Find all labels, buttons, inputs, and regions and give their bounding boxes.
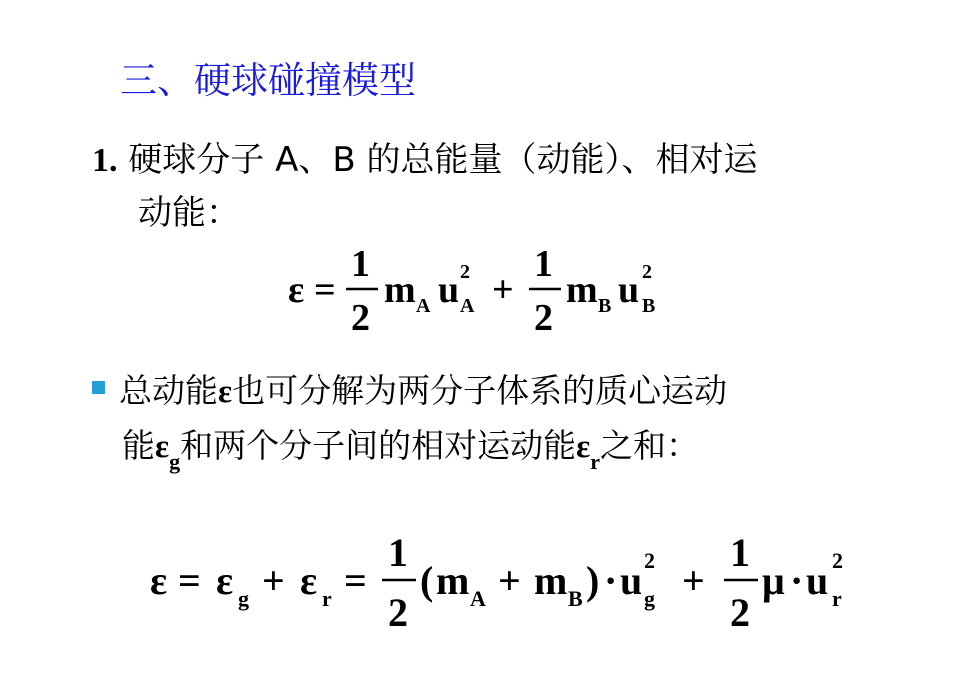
eq1-numerator-2: 1	[534, 243, 553, 285]
eq2-u-r: u	[806, 558, 829, 603]
bullet-sub-r: r	[590, 449, 600, 474]
eq1-u-b: u	[618, 269, 640, 311]
eq2-epsilon: ε	[150, 558, 168, 603]
bullet-epsilon-r: ε	[576, 429, 591, 465]
eq2-plus-1: +	[262, 558, 285, 603]
eq2-epsilon-r: ε	[300, 558, 318, 603]
eq2-plus-2: +	[498, 558, 521, 603]
eq2-mu: μ	[762, 558, 785, 603]
eq1-u-a: u	[438, 269, 460, 311]
eq1-sub-a1: A	[416, 295, 431, 317]
eq2-denominator-2: 2	[730, 590, 750, 635]
eq2-epsilon-g: ε	[216, 558, 234, 603]
section-1-text	[92, 134, 758, 239]
eq1-numerator-1: 1	[351, 243, 370, 285]
eq1-sup-2b: 2	[642, 261, 652, 283]
eq1-plus: +	[492, 269, 514, 311]
eq1-m-b: m	[566, 269, 598, 311]
eq2-numerator-1: 1	[388, 530, 408, 575]
eq2-numerator-2: 1	[730, 530, 750, 575]
eq2-sup-2r: 2	[832, 548, 843, 573]
section-1-line2: 动能：	[138, 193, 240, 233]
section-number: 1.	[92, 142, 118, 179]
bullet-paragraph	[92, 364, 727, 489]
equation-energy-decomposition	[140, 522, 880, 642]
eq2-dot-1: ·	[604, 558, 618, 603]
eq2-u-g: u	[620, 558, 643, 603]
eq2-m-b: m	[534, 558, 568, 603]
bullet-epsilon-g: ε	[155, 429, 170, 465]
eq1-sub-a2: A	[460, 295, 475, 317]
bullet-line2-a: 能	[122, 426, 155, 465]
eq1-equals: =	[314, 269, 336, 311]
eq2-sub-g1: g	[238, 586, 249, 611]
eq2-rparen: )	[586, 558, 600, 603]
eq1-sub-b2: B	[642, 295, 656, 317]
eq2-m-a: m	[436, 558, 470, 603]
bullet-line1-b: 也可分解为两分子体系的质心运动	[232, 371, 728, 410]
eq2-plus-3: +	[682, 558, 705, 603]
eq2-sub-g2: g	[644, 586, 655, 611]
eq2-sup-2g: 2	[644, 548, 655, 573]
page-title: 三、硬球碰撞模型	[120, 59, 416, 102]
bullet-line2-c: 之和：	[599, 426, 699, 465]
eq2-equals-2: =	[344, 558, 367, 603]
eq1-sub-b1: B	[598, 295, 612, 317]
bullet-square-icon	[92, 381, 105, 394]
eq2-sub-r2: r	[832, 586, 842, 611]
eq2-sub-r1: r	[322, 586, 332, 611]
eq2-dot-2: ·	[790, 558, 804, 603]
eq1-m-a: m	[384, 269, 416, 311]
eq1-denominator-1: 2	[351, 297, 370, 339]
bullet-sub-g: g	[169, 449, 181, 474]
eq1-denominator-2: 2	[534, 297, 553, 339]
eq2-denominator-1: 2	[388, 590, 408, 635]
bullet-epsilon: ε	[218, 374, 233, 410]
eq2-sub-b: B	[568, 586, 583, 611]
bullet-line1-a: 总动能	[119, 371, 218, 410]
eq2-lparen: (	[420, 558, 434, 603]
bullet-line2-b: 和两个分子间的相对运动能	[180, 426, 577, 465]
eq1-sup-2a: 2	[460, 261, 470, 283]
eq1-epsilon: ε	[288, 269, 305, 311]
equation-total-energy	[280, 236, 680, 346]
eq2-sub-a: A	[470, 586, 486, 611]
eq2-equals-1: =	[178, 558, 201, 603]
section-1-line1: 硬球分子 A、B 的总能量（动能）、相对运	[128, 140, 758, 180]
bullet-line2	[92, 419, 727, 489]
